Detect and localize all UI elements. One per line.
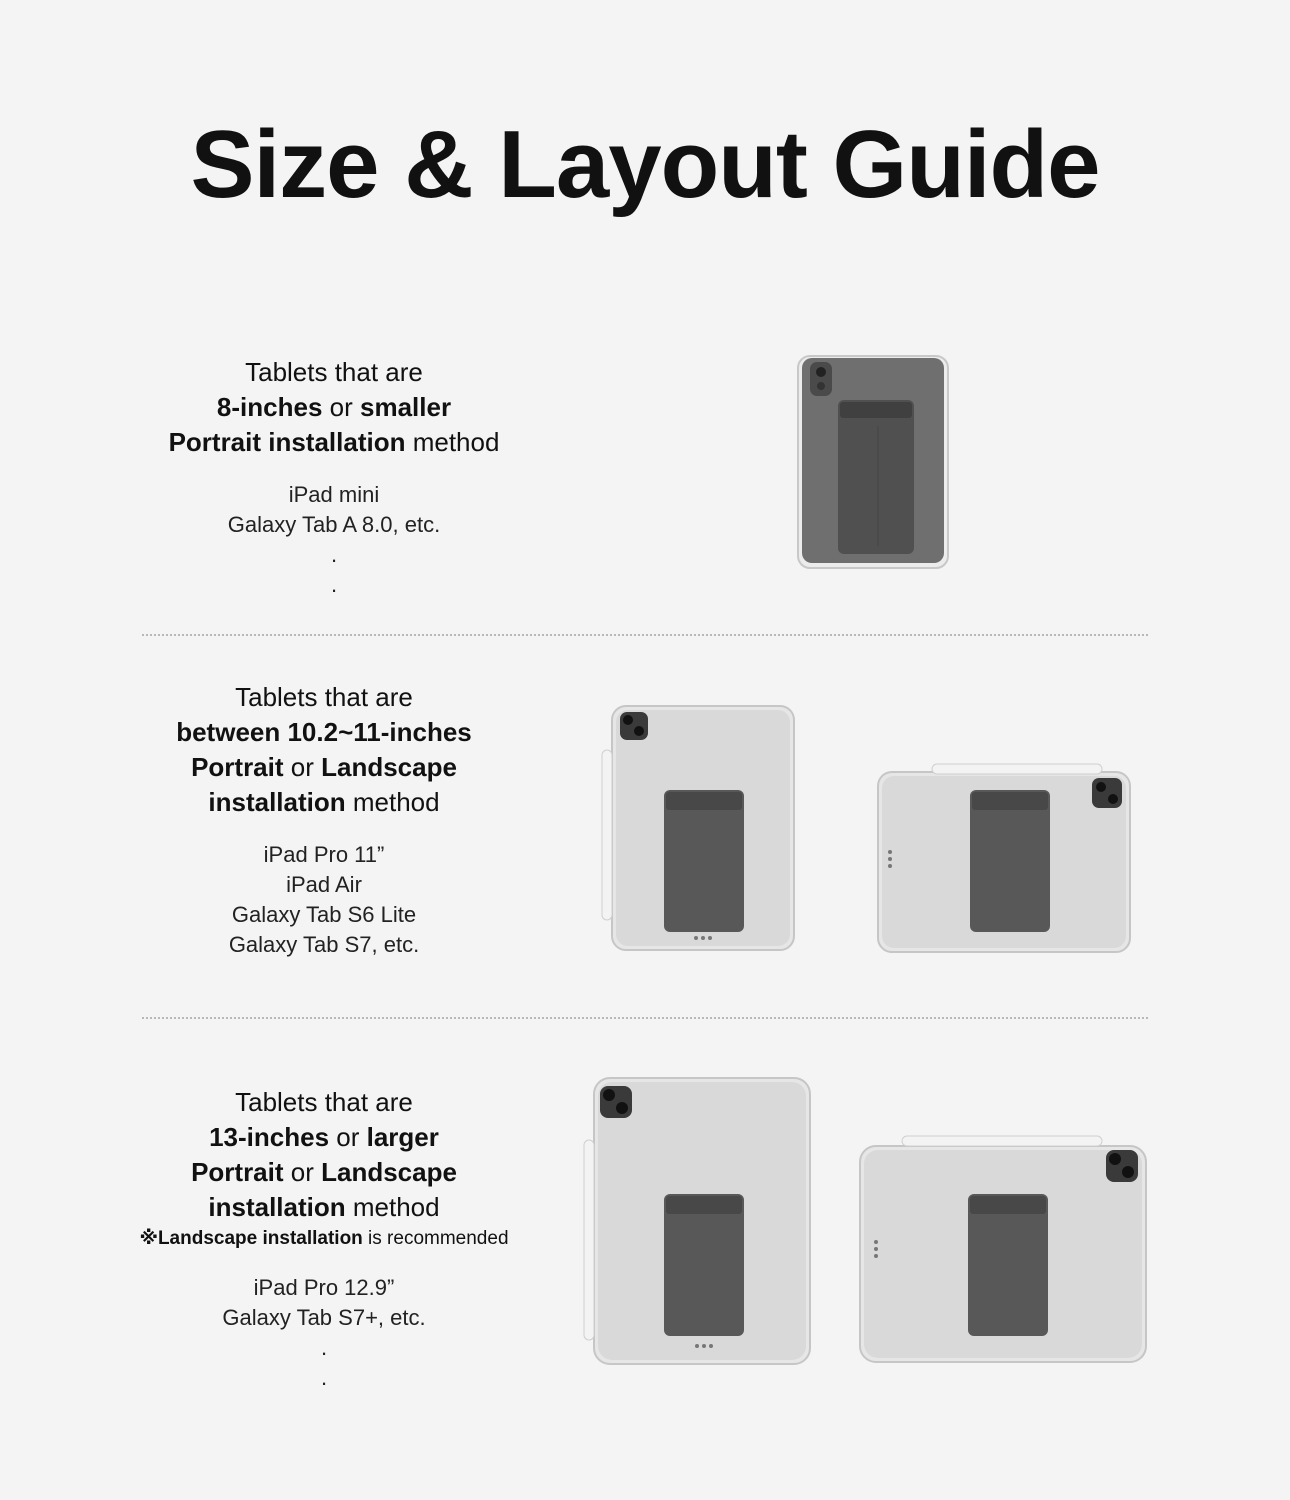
page-title: Size & Layout Guide <box>190 111 1100 218</box>
section-2-models: iPad Pro 11” iPad Air Galaxy Tab S6 Lite Galaxy Tab S7, etc. <box>228 842 420 957</box>
section-1-models: iPad mini Galaxy Tab A 8.0, etc. . . <box>227 482 441 597</box>
section-3-intro: Tablets that are <box>235 1087 413 1117</box>
section-3-note: ※Landscape installation is recommended <box>139 1228 509 1249</box>
section-1-size: 8-inches or smaller <box>216 392 452 422</box>
section-3-method-2: installation method <box>208 1192 440 1222</box>
section-3-method: Portrait or Landscape <box>191 1157 457 1187</box>
tablet-13in-landscape-image <box>856 1134 1150 1368</box>
section-1-method: Portrait installation method <box>168 427 500 457</box>
section-1-text <box>134 355 534 600</box>
divider-1 <box>142 634 1148 636</box>
section-3-text <box>104 1085 544 1393</box>
tablet-13in-portrait-image <box>580 1074 816 1368</box>
section-2-text <box>124 680 524 960</box>
divider-2 <box>142 1017 1148 1019</box>
section-3-size: 13-inches or larger <box>209 1122 439 1152</box>
section-2-size: between 10.2~11-inches <box>176 717 472 747</box>
section-1-intro: Tablets that are <box>245 357 423 387</box>
tablet-11in-landscape-image <box>872 762 1136 958</box>
section-2-method: Portrait or Landscape <box>191 752 457 782</box>
section-2-method-2: installation method <box>208 787 440 817</box>
tablet-11in-portrait-image <box>600 700 800 958</box>
tablet-8in-portrait-image <box>788 346 958 578</box>
section-3-models: iPad Pro 12.9” Galaxy Tab S7+, etc. . . <box>222 1275 426 1390</box>
section-2-intro: Tablets that are <box>235 682 413 712</box>
